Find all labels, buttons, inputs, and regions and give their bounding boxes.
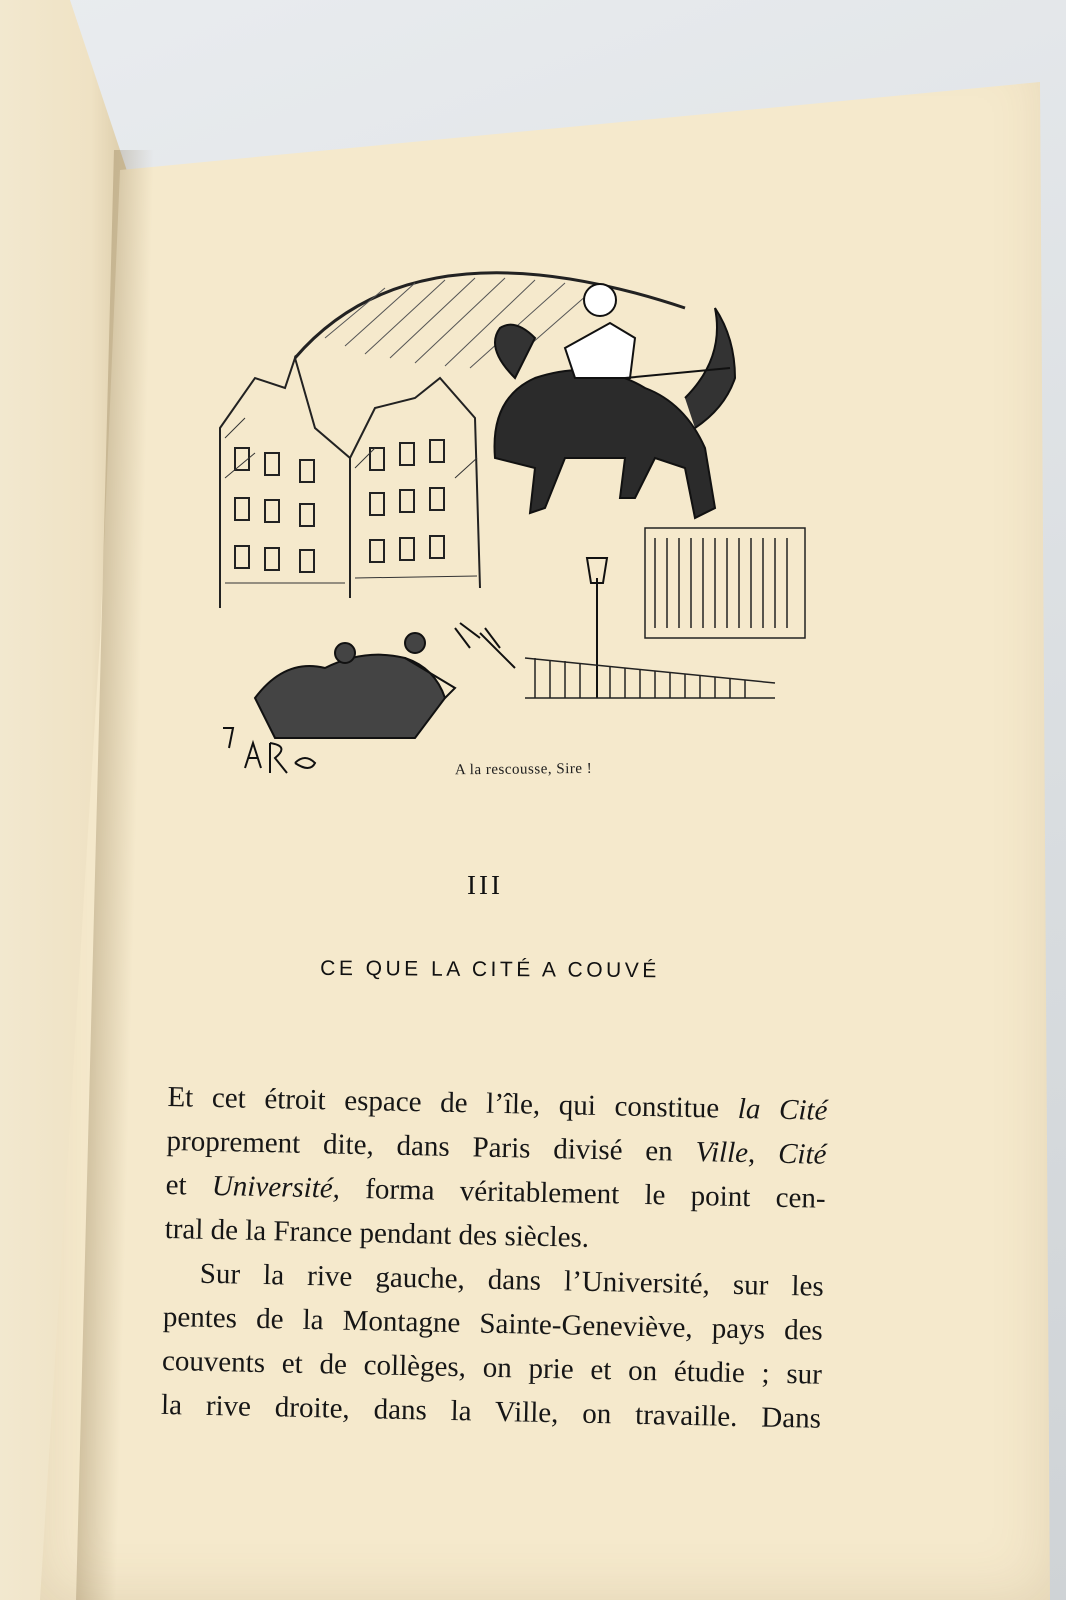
text-line: tral de la France pendant des siècles. xyxy=(164,1212,590,1254)
body-text xyxy=(161,1075,828,1441)
equestrian-statue xyxy=(495,284,736,518)
chapter-title: CE QUE LA CITÉ A COUVÉ xyxy=(320,956,660,983)
text-line: la rive droite, dans la Ville, on travaille. Dans xyxy=(160,1388,822,1435)
text-line: et Université, forma véritablement le point cen- xyxy=(165,1168,826,1215)
text-line: couvents et de collèges, on prie et on étudie ; sur xyxy=(161,1344,823,1391)
text-line: proprement dite, dans Paris divisé en Ville, Cité xyxy=(166,1124,827,1171)
front-fence xyxy=(525,658,775,698)
sky-hatching xyxy=(325,278,595,368)
text-line: Sur la rive gauche, dans l’Université, sur les xyxy=(199,1257,825,1303)
text-line: Et cet étroit espace de l’île, qui constitue la Cité xyxy=(167,1080,828,1127)
chapter-number: III xyxy=(467,870,503,900)
crowd-with-pickaxes xyxy=(255,623,515,738)
pedestal xyxy=(645,528,805,638)
engraving-illustration xyxy=(215,228,815,798)
street-lamp xyxy=(587,558,607,698)
text-line: pentes de la Montagne Sainte-Geneviève, pays des xyxy=(162,1300,824,1347)
left-buildings xyxy=(220,358,480,608)
illustration-caption: A la rescousse, Sire ! xyxy=(454,760,593,779)
